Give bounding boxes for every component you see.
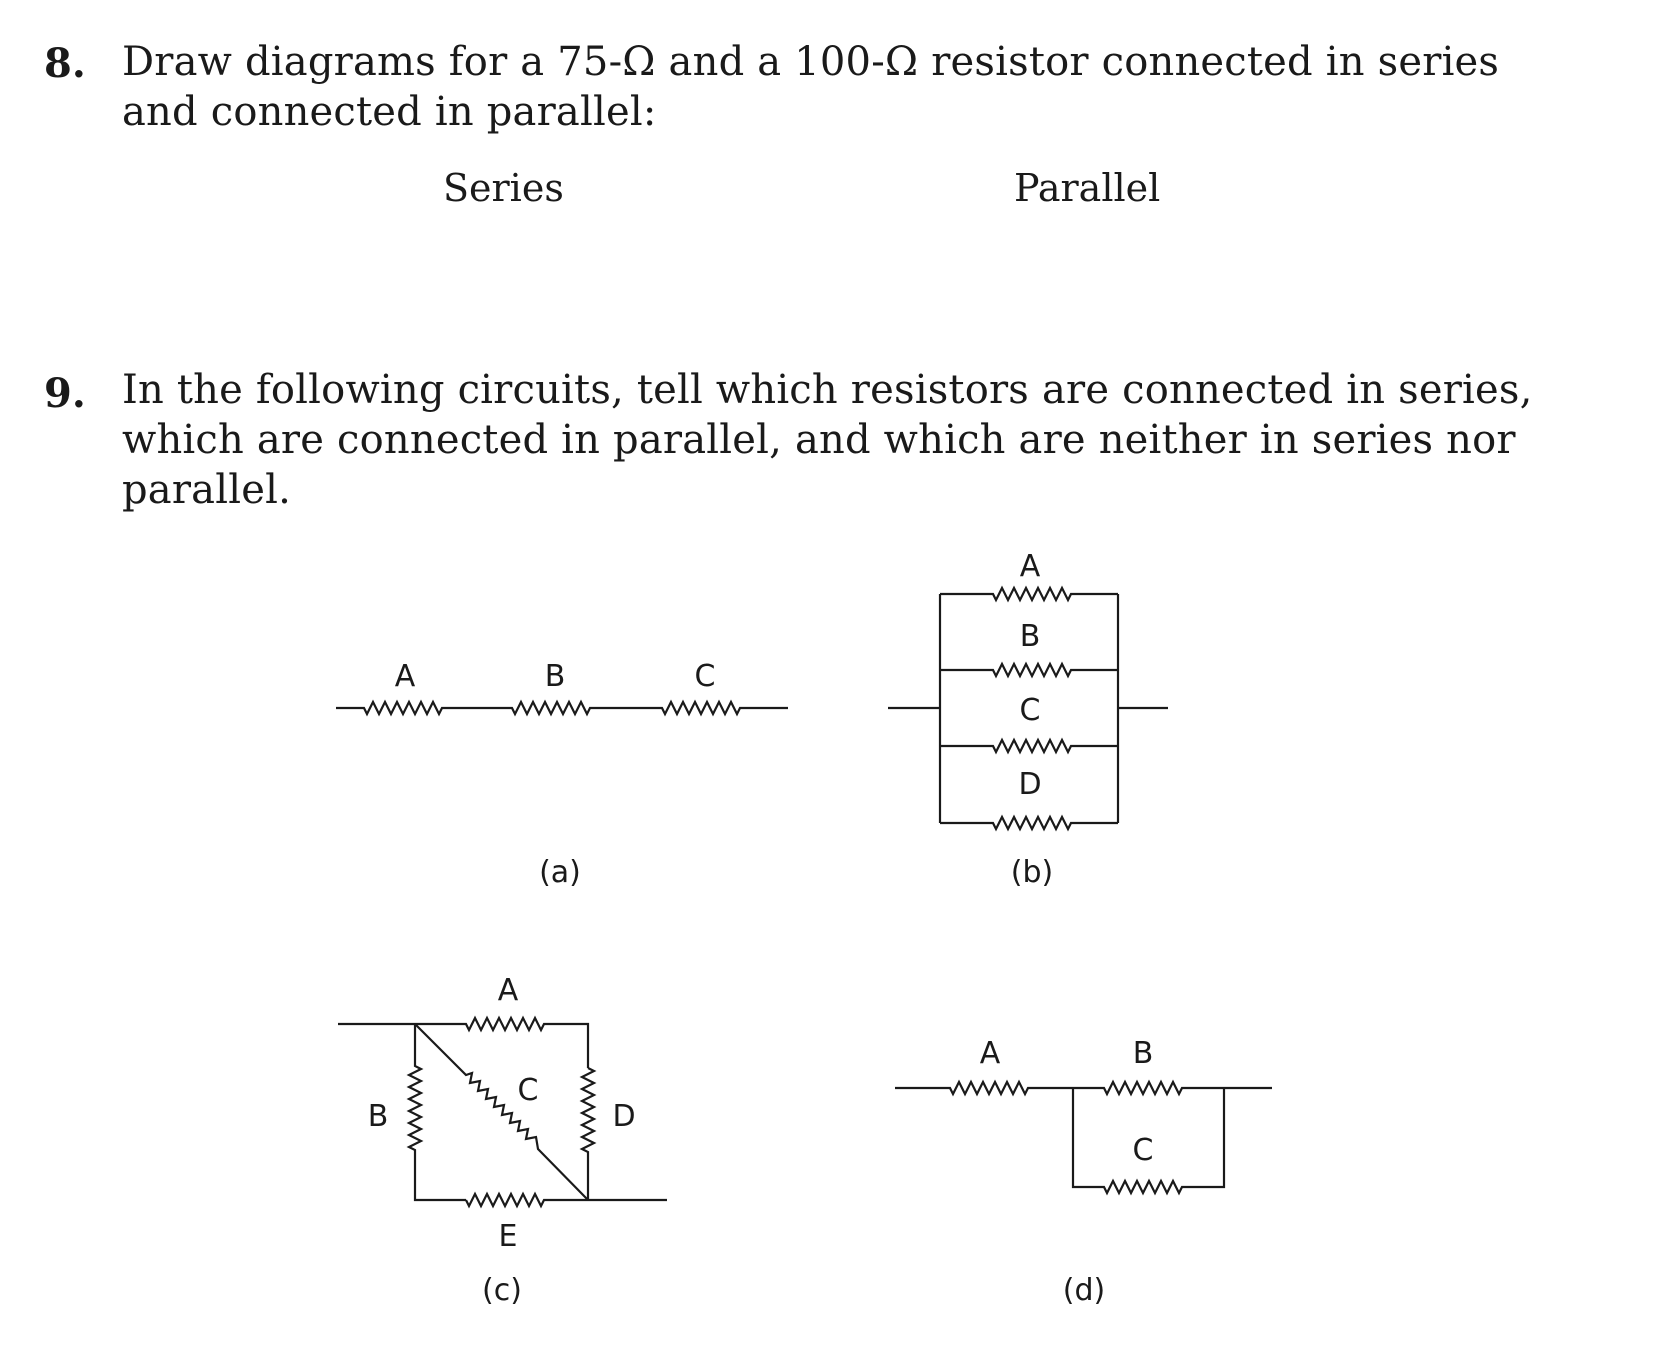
series-label: Series: [443, 166, 564, 210]
parallel-label: Parallel: [1014, 166, 1161, 210]
circuit-d-resistor-a-wiring: [895, 1082, 1073, 1094]
circuit-d: [895, 1036, 1272, 1308]
circuit-d-resistor-c-label: C: [1132, 1133, 1154, 1168]
circuit-c-resistor-a: [415, 1018, 588, 1068]
circuit-b-resistor-d-label: D: [1018, 767, 1042, 802]
circuit-a-resistor-b-label: B: [544, 659, 566, 694]
circuit-d-caption: (d): [1062, 1273, 1106, 1308]
circuit-b-resistor-b-label: B: [1019, 619, 1041, 654]
question-8-text: Draw diagrams for a 75-Ω and a 100-Ω resistor connected in series and connected in parallel:: [122, 39, 1500, 135]
circuit-a: [336, 659, 788, 890]
circuit-c-resistor-a-label: A: [497, 973, 519, 1008]
circuit-d-branch-b: [1073, 1082, 1272, 1094]
circuit-b-branch-c: [940, 740, 1118, 752]
circuit-a-wiring: [336, 702, 788, 714]
question-9-text: In the following circuits, tell which resistors are connected in series, which are connected in parallel, and which are neither in series nor parallel.: [122, 367, 1533, 513]
question-9-number: 9.: [44, 370, 86, 417]
circuit-a-caption: (a): [539, 855, 581, 890]
circuit-d-resistor-a-label: A: [979, 1036, 1001, 1071]
circuit-c-resistor-b-label: B: [367, 1099, 389, 1134]
circuit-c-resistor-c: [415, 1024, 588, 1200]
circuit-b-branch-b: [940, 664, 1118, 676]
circuit-b-branch-a: [940, 588, 1118, 600]
circuit-b-resistor-a-label: A: [1019, 549, 1041, 584]
circuit-b: [888, 549, 1168, 890]
circuit-c-resistor-b: [409, 1024, 466, 1200]
circuit-b-caption: (b): [1010, 855, 1054, 890]
circuit-c-resistor-d: [582, 1068, 594, 1200]
circuit-b-resistor-c-label: C: [1019, 693, 1041, 728]
circuit-c-resistor-e-label: E: [498, 1219, 518, 1254]
question-8-number: 8.: [44, 40, 86, 87]
circuit-d-resistor-b-label: B: [1132, 1036, 1154, 1071]
circuit-c-resistor-d-label: D: [612, 1099, 636, 1134]
circuit-a-resistor-c-label: C: [694, 659, 716, 694]
circuit-c-caption: (c): [482, 1273, 522, 1308]
circuit-c-resistor-c-label: C: [517, 1073, 539, 1108]
circuit-c: [338, 973, 667, 1308]
circuit-c-resistor-e: [466, 1194, 588, 1206]
circuit-a-resistor-a-label: A: [394, 659, 416, 694]
circuit-b-branch-d: [940, 817, 1118, 829]
